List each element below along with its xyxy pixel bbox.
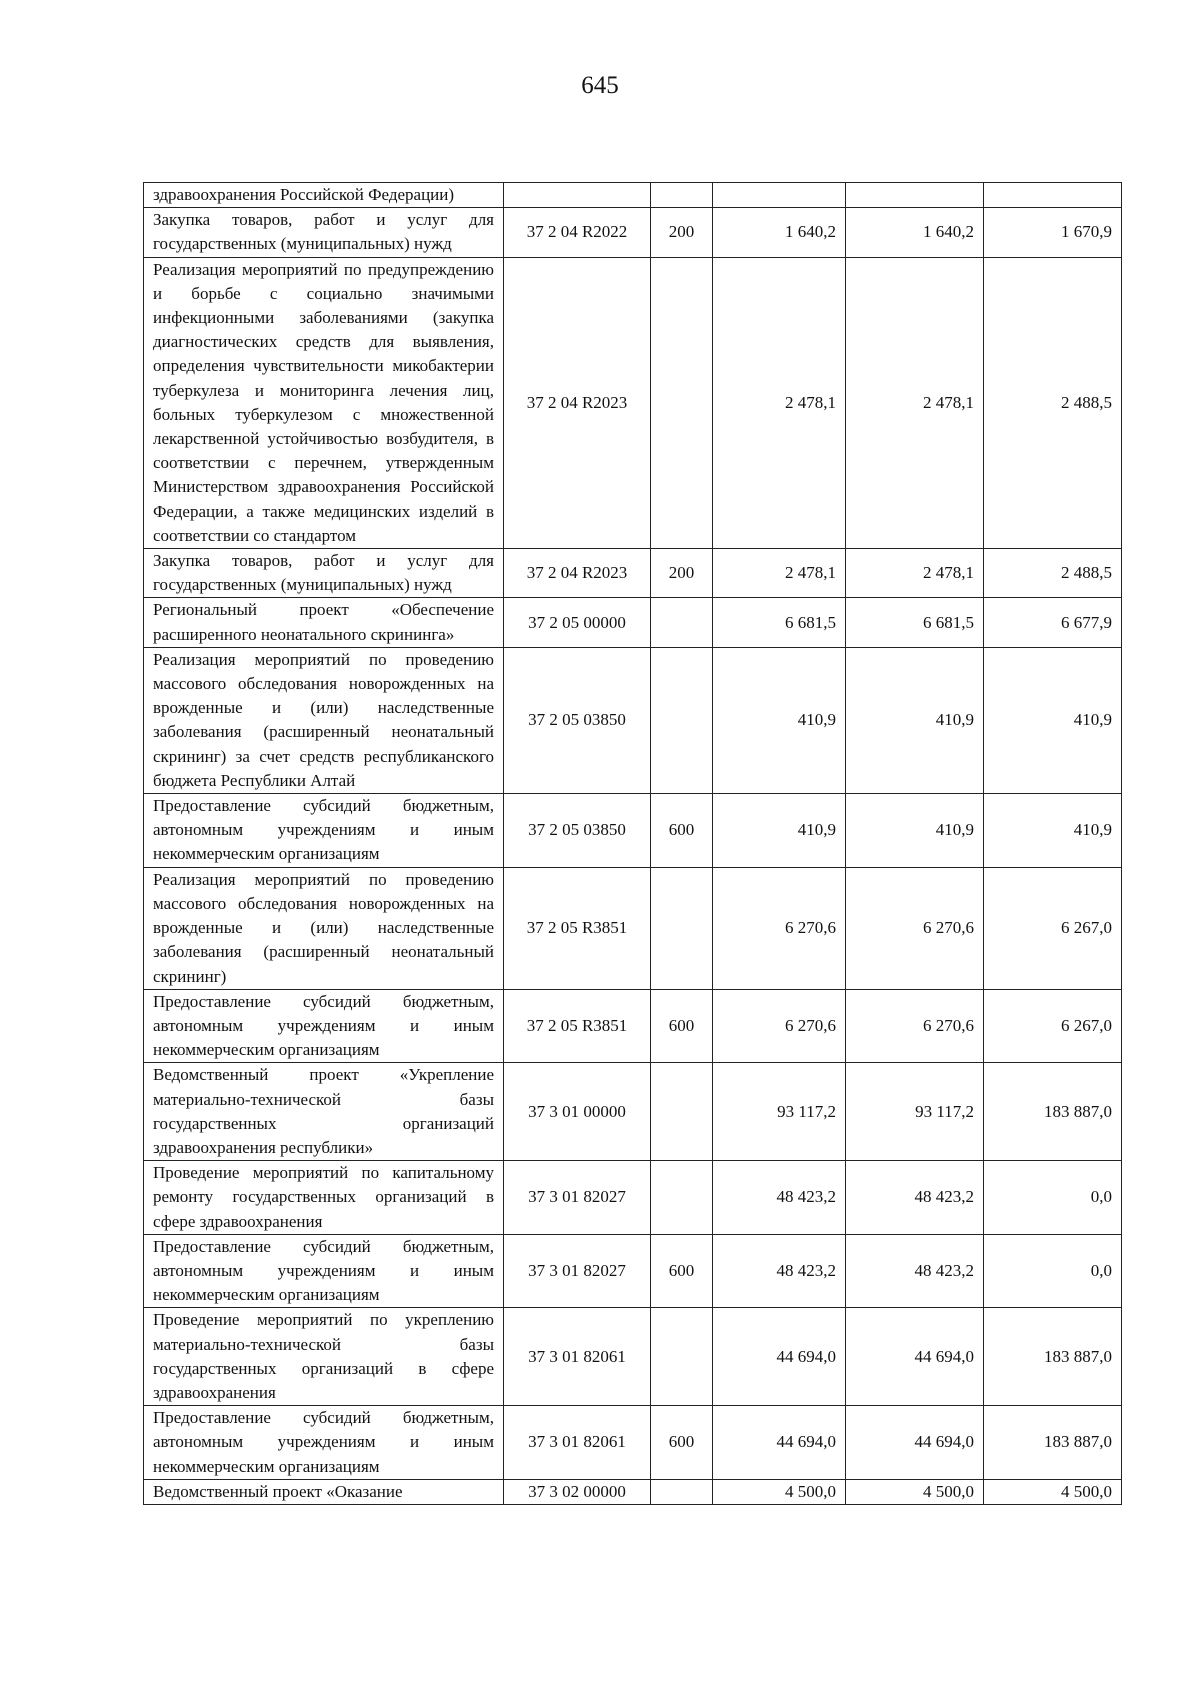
row-value-3: 410,9 xyxy=(984,794,1122,868)
row-name: Предоставление субсидий бюджетным, автономным учреждениям и иным некоммерческим организациям xyxy=(144,1406,504,1480)
row-value-3: 0,0 xyxy=(984,1234,1122,1308)
row-expense-type xyxy=(651,1063,713,1161)
table-row xyxy=(144,208,1122,257)
row-value-1: 410,9 xyxy=(713,794,846,868)
table-row xyxy=(144,989,1122,1063)
row-value-1: 48 423,2 xyxy=(713,1234,846,1308)
row-value-1: 93 117,2 xyxy=(713,1063,846,1161)
page-number: 645 xyxy=(581,72,619,99)
table-row xyxy=(144,1479,1122,1504)
row-code xyxy=(504,183,651,208)
row-value-1: 44 694,0 xyxy=(713,1308,846,1406)
table-row xyxy=(144,183,1122,208)
row-value-1: 6 270,6 xyxy=(713,867,846,989)
row-name: Предоставление субсидий бюджетным, автономным учреждениям и иным некоммерческим организациям xyxy=(144,1234,504,1308)
row-expense-type xyxy=(651,257,713,548)
row-name: Проведение мероприятий по капитальному ремонту государственных организаций в сфере здравоохранения xyxy=(144,1161,504,1235)
table-row xyxy=(144,549,1122,598)
row-code: 37 2 04 R2023 xyxy=(504,549,651,598)
row-value-1: 4 500,0 xyxy=(713,1479,846,1504)
row-value-2: 4 500,0 xyxy=(846,1479,984,1504)
row-name: Региональный проект «Обеспечение расширенного неонатального скрининга» xyxy=(144,598,504,647)
row-value-1: 410,9 xyxy=(713,647,846,793)
table-row xyxy=(144,257,1122,548)
row-expense-type xyxy=(651,1308,713,1406)
row-expense-type xyxy=(651,1161,713,1235)
row-value-2: 48 423,2 xyxy=(846,1161,984,1235)
row-code: 37 2 05 R3851 xyxy=(504,989,651,1063)
row-value-3 xyxy=(984,183,1122,208)
row-value-1: 48 423,2 xyxy=(713,1161,846,1235)
row-value-3: 2 488,5 xyxy=(984,549,1122,598)
row-code: 37 3 01 82061 xyxy=(504,1308,651,1406)
row-value-2: 410,9 xyxy=(846,794,984,868)
row-name: Предоставление субсидий бюджетным, автономным учреждениям и иным некоммерческим организациям xyxy=(144,989,504,1063)
row-name: Ведомственный проект «Оказание xyxy=(144,1479,504,1504)
row-value-2: 6 270,6 xyxy=(846,867,984,989)
row-value-3: 183 887,0 xyxy=(984,1308,1122,1406)
row-value-3: 4 500,0 xyxy=(984,1479,1122,1504)
row-expense-type: 600 xyxy=(651,1234,713,1308)
row-name: Реализация мероприятий по предупреждению и борьбе с социально значимыми инфекционными заболеваниями (закупка диагностических средств для выявления, определения чувствительности микобактерии туберкулеза и мониторинга лечения лиц, больных туберкулезом с множественной лекарственной устойчивостью возбудителя, в соответствии с перечнем, утвержденным Министерством здравоохранения Российской Федерации, а также медицинских изделий в соответствии со стандартом xyxy=(144,257,504,548)
row-name: Предоставление субсидий бюджетным, автономным учреждениям и иным некоммерческим организациям xyxy=(144,794,504,868)
row-expense-type: 600 xyxy=(651,989,713,1063)
row-value-1: 44 694,0 xyxy=(713,1406,846,1480)
row-expense-type xyxy=(651,867,713,989)
row-expense-type: 600 xyxy=(651,794,713,868)
row-value-1: 6 270,6 xyxy=(713,989,846,1063)
row-value-2: 6 270,6 xyxy=(846,989,984,1063)
row-code: 37 3 01 82027 xyxy=(504,1234,651,1308)
row-expense-type xyxy=(651,598,713,647)
row-code: 37 3 02 00000 xyxy=(504,1479,651,1504)
row-value-1: 6 681,5 xyxy=(713,598,846,647)
row-name: Реализация мероприятий по проведению массового обследования новорожденных на врожденные и (или) наследственные заболевания (расширенный неонатальный скрининг) xyxy=(144,867,504,989)
row-code: 37 2 05 R3851 xyxy=(504,867,651,989)
table-row xyxy=(144,598,1122,647)
row-expense-type: 200 xyxy=(651,549,713,598)
row-code: 37 2 04 R2022 xyxy=(504,208,651,257)
row-code: 37 3 01 82027 xyxy=(504,1161,651,1235)
row-code: 37 2 05 00000 xyxy=(504,598,651,647)
row-value-2: 1 640,2 xyxy=(846,208,984,257)
row-value-2: 44 694,0 xyxy=(846,1406,984,1480)
row-code: 37 3 01 00000 xyxy=(504,1063,651,1161)
row-value-3: 6 267,0 xyxy=(984,989,1122,1063)
row-value-3: 2 488,5 xyxy=(984,257,1122,548)
table-row xyxy=(144,1308,1122,1406)
row-value-2: 6 681,5 xyxy=(846,598,984,647)
table-row xyxy=(144,1234,1122,1308)
row-name: Закупка товаров, работ и услуг для государственных (муниципальных) нужд xyxy=(144,208,504,257)
table-row xyxy=(144,1063,1122,1161)
row-code: 37 3 01 82061 xyxy=(504,1406,651,1480)
row-value-1 xyxy=(713,183,846,208)
row-value-3: 6 677,9 xyxy=(984,598,1122,647)
row-name: здравоохранения Российской Федерации) xyxy=(144,183,504,208)
table-row xyxy=(144,1161,1122,1235)
row-code: 37 2 04 R2023 xyxy=(504,257,651,548)
budget-table xyxy=(143,182,1122,1505)
row-name: Реализация мероприятий по проведению массового обследования новорожденных на врожденные и (или) наследственные заболевания (расширенный неонатальный скрининг) за счет средств республиканского бюджета Республики Алтай xyxy=(144,647,504,793)
row-value-2: 2 478,1 xyxy=(846,549,984,598)
row-value-3: 183 887,0 xyxy=(984,1063,1122,1161)
table-row xyxy=(144,794,1122,868)
row-value-3: 183 887,0 xyxy=(984,1406,1122,1480)
row-name: Проведение мероприятий по укреплению материально-технической базы государственных организаций в сфере здравоохранения xyxy=(144,1308,504,1406)
row-value-2: 2 478,1 xyxy=(846,257,984,548)
row-expense-type xyxy=(651,1479,713,1504)
row-code: 37 2 05 03850 xyxy=(504,794,651,868)
row-value-2 xyxy=(846,183,984,208)
row-value-1: 2 478,1 xyxy=(713,257,846,548)
row-value-2: 44 694,0 xyxy=(846,1308,984,1406)
row-value-2: 410,9 xyxy=(846,647,984,793)
row-expense-type xyxy=(651,183,713,208)
row-value-3: 410,9 xyxy=(984,647,1122,793)
row-expense-type: 200 xyxy=(651,208,713,257)
row-value-3: 0,0 xyxy=(984,1161,1122,1235)
row-expense-type: 600 xyxy=(651,1406,713,1480)
row-value-3: 1 670,9 xyxy=(984,208,1122,257)
table-row xyxy=(144,1406,1122,1480)
row-value-1: 2 478,1 xyxy=(713,549,846,598)
row-code: 37 2 05 03850 xyxy=(504,647,651,793)
row-expense-type xyxy=(651,647,713,793)
row-value-2: 48 423,2 xyxy=(846,1234,984,1308)
row-name: Ведомственный проект «Укрепление материально-технической базы государственных организаций здравоохранения республики» xyxy=(144,1063,504,1161)
row-name: Закупка товаров, работ и услуг для государственных (муниципальных) нужд xyxy=(144,549,504,598)
row-value-2: 93 117,2 xyxy=(846,1063,984,1161)
row-value-3: 6 267,0 xyxy=(984,867,1122,989)
table-row xyxy=(144,647,1122,793)
table-row xyxy=(144,867,1122,989)
row-value-1: 1 640,2 xyxy=(713,208,846,257)
